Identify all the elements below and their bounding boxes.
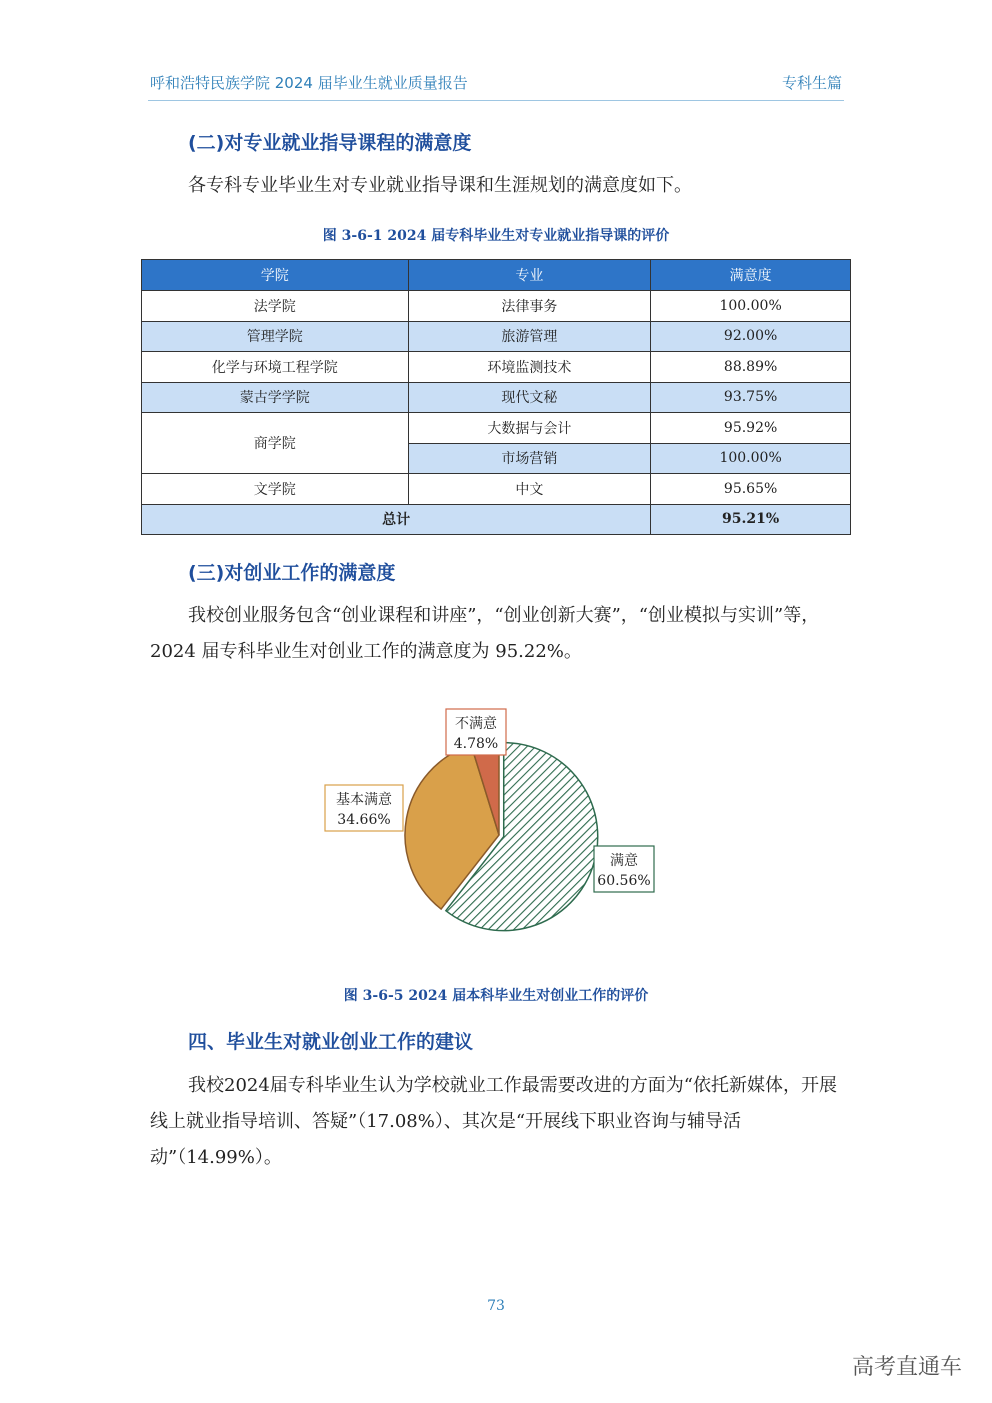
cell-college: 商学院	[142, 413, 409, 474]
cell-major: 法律事务	[408, 291, 651, 322]
table-header-row	[142, 260, 851, 291]
header-divider	[148, 100, 844, 101]
table-row	[142, 413, 851, 444]
header-satisfaction: 满意度	[651, 260, 851, 291]
slice-value-label: 4.78%	[453, 736, 499, 752]
table-caption: 图 3-6-1 2024 届专科毕业生对专业就业指导课的评价	[322, 228, 670, 244]
total-label: 总计	[142, 504, 651, 535]
slice-category-label: 基本满意	[336, 792, 392, 808]
cell-value: 95.92%	[651, 413, 851, 444]
cell-college: 管理学院	[142, 321, 409, 352]
pie-chart	[0, 690, 992, 990]
section4-title: 四、毕业生对就业创业工作的建议	[188, 1031, 474, 1053]
cell-college: 文学院	[142, 474, 409, 505]
header-major: 专业	[408, 260, 651, 291]
table-total-row	[142, 504, 851, 535]
section2-intro: 各专科专业毕业生对专业就业指导课和生涯规划的满意度如下。	[188, 175, 692, 196]
section3-title: (三)对创业工作的满意度	[188, 562, 396, 584]
cell-college: 化学与环境工程学院	[142, 352, 409, 383]
cell-major: 环境监测技术	[408, 352, 651, 383]
page-number: 73	[487, 1298, 505, 1314]
table-row	[142, 321, 851, 352]
header-section: 专科生篇	[781, 74, 842, 92]
slice-category-label: 满意	[610, 853, 638, 869]
table-row	[142, 352, 851, 383]
cell-value: 93.75%	[651, 382, 851, 413]
section3-para: 我校创业服务包含“创业课程和讲座”，“创业创新大赛”，“创业模拟与实训”等，2024 届专科毕业生对创业工作的满意度为 95.22%。	[150, 605, 820, 662]
header-title: 呼和浩特民族学院 2024 届毕业生就业质量报告	[150, 74, 468, 92]
cell-major: 市场营销	[408, 443, 651, 474]
slice-value-label: 60.56%	[597, 873, 651, 889]
cell-value: 100.00%	[651, 443, 851, 474]
satisfaction-table	[141, 259, 851, 535]
slice-value-label: 34.66%	[337, 812, 391, 828]
cell-college: 法学院	[142, 291, 409, 322]
watermark: 高考直通车	[851, 1355, 962, 1380]
cell-value: 92.00%	[651, 321, 851, 352]
table-row	[142, 382, 851, 413]
table-row	[142, 291, 851, 322]
cell-major: 中文	[408, 474, 651, 505]
table-row	[142, 474, 851, 505]
cell-major: 现代文秘	[408, 382, 651, 413]
cell-major: 旅游管理	[408, 321, 651, 352]
cell-value: 95.65%	[651, 474, 851, 505]
cell-value: 100.00%	[651, 291, 851, 322]
header-college: 学院	[142, 260, 409, 291]
section4-para: 我校2024届专科毕业生认为学校就业工作最需要改进的方面为“依托新媒体，开展线上就业指导培训、答疑”（17.08%）、其次是“开展线下职业咨询与辅导活动”（14.99%）。	[150, 1075, 838, 1168]
slice-category-label: 不满意	[455, 716, 497, 732]
total-value: 95.21%	[651, 504, 851, 535]
cell-major: 大数据与会计	[408, 413, 651, 444]
cell-value: 88.89%	[651, 352, 851, 383]
chart-caption: 图 3-6-5 2024 届本科毕业生对创业工作的评价	[343, 988, 649, 1004]
cell-college: 蒙古学学院	[142, 382, 409, 413]
section2-title: (二)对专业就业指导课程的满意度	[188, 132, 472, 154]
